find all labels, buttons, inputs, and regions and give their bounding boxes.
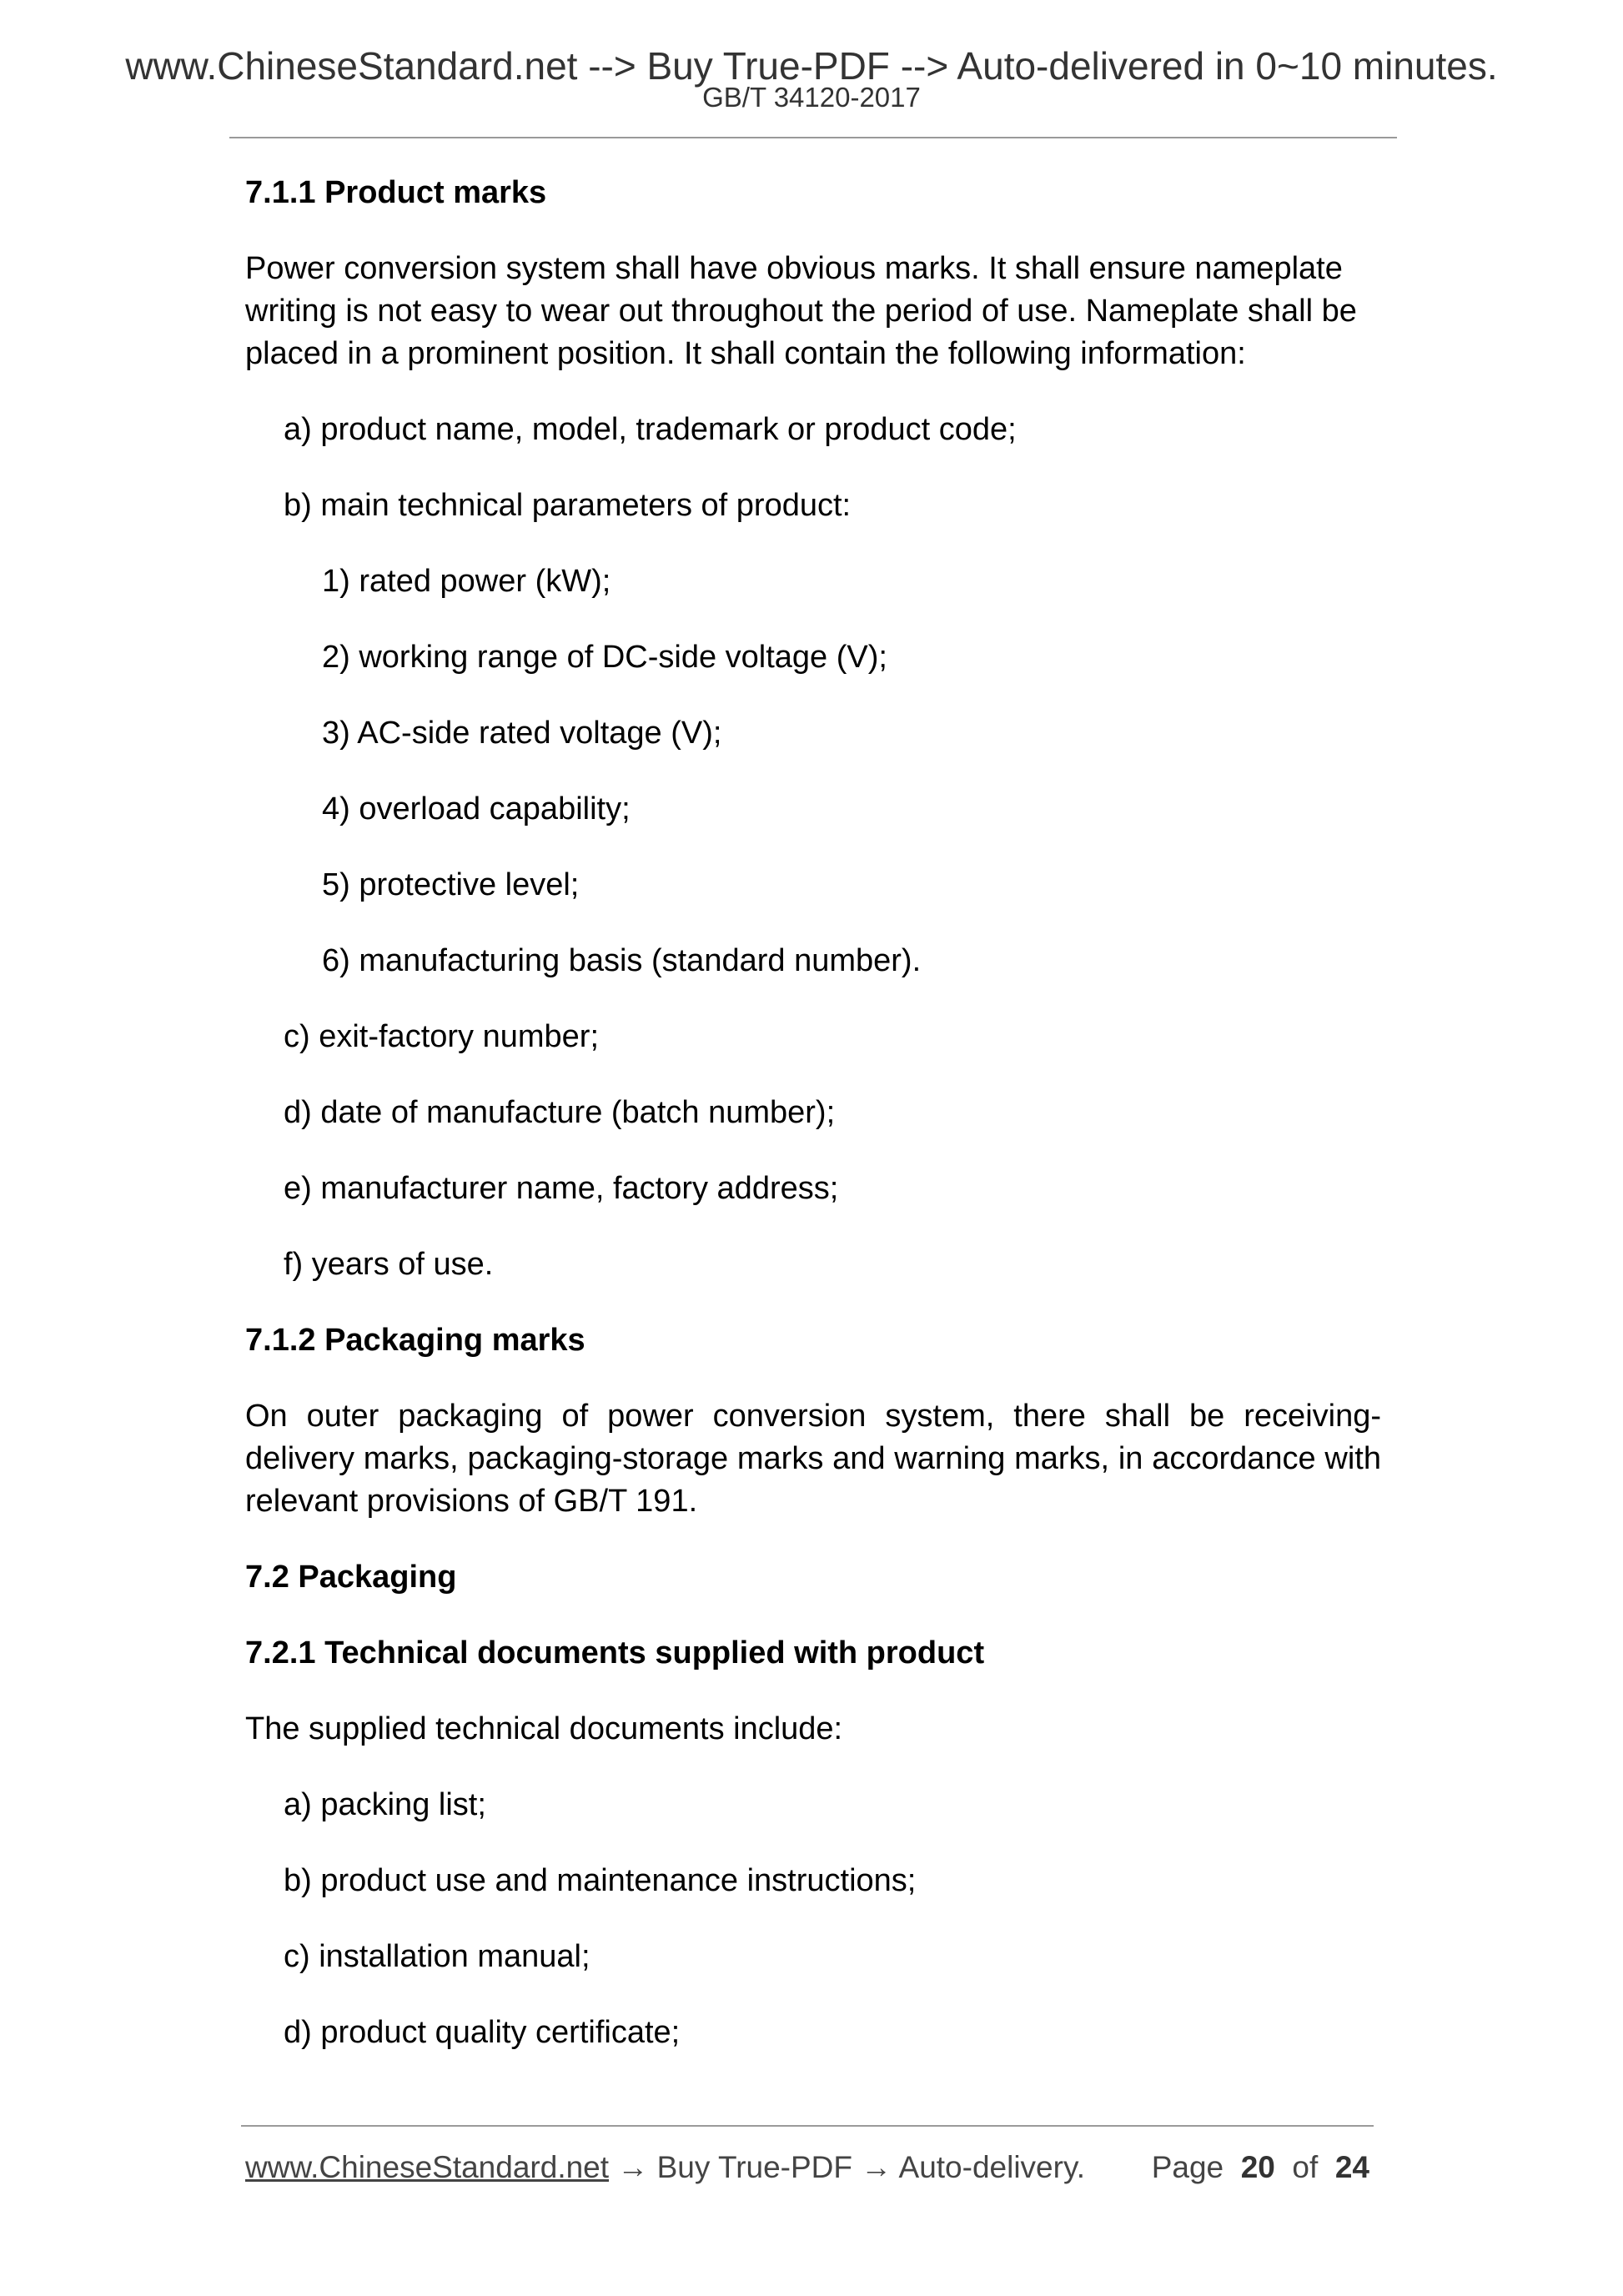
section-heading-7-1-1: 7.1.1 Product marks [245, 175, 547, 210]
header-divider [229, 137, 1397, 138]
list-item: f) years of use. [284, 1247, 494, 1282]
header-banner: www.ChineseStandard.net --> Buy True-PDF --> Auto-delivered in 0~10 minutes. [125, 44, 1498, 88]
footer-website-link[interactable]: www.ChineseStandard.net [245, 2150, 610, 2184]
sub-list-item: 6) manufacturing basis (standard number). [322, 943, 922, 978]
list-item: b) product use and maintenance instructions; [284, 1863, 917, 1898]
footer-divider [241, 2125, 1374, 2127]
sub-list-item: 5) protective level; [322, 867, 580, 902]
sub-list-item: 2) working range of DC-side voltage (V); [322, 640, 887, 675]
document-code: GB/T 34120-2017 [702, 82, 921, 113]
page-label: Page [1151, 2150, 1224, 2184]
list-item: a) product name, model, trademark or product code; [284, 412, 1017, 447]
section-paragraph: The supplied technical documents include: [245, 1711, 843, 1746]
footer-promo [245, 2146, 1085, 2189]
section-paragraph: On outer packaging of power conversion system, there shall be receiving-delivery marks, packaging-storage marks and warning marks, in accordance with relevant provisions of GB/T 191. [245, 1399, 1381, 1519]
list-item: d) product quality certificate; [284, 2015, 681, 2050]
section-heading-7-2-1: 7.2.1 Technical documents supplied with product [245, 1635, 985, 1671]
section-heading-7-1-2: 7.1.2 Packaging marks [245, 1323, 585, 1358]
footer-delivery-text: → Buy True-PDF → Auto-delivery. [609, 2150, 1085, 2184]
sub-list-item: 3) AC-side rated voltage (V); [322, 716, 722, 751]
list-item: b) main technical parameters of product: [284, 488, 852, 523]
section-paragraph: Power conversion system shall have obvious marks. It shall ensure nameplate writing is not easy to wear out throughout the period of use. Nameplate shall be placed in a prominent position. It shall contain the following information: [245, 251, 1357, 371]
current-page-number: 20 [1240, 2150, 1275, 2184]
page-number-indicator [1152, 2146, 1369, 2189]
page-content [245, 172, 1381, 2088]
sub-list-item: 4) overload capability; [322, 791, 631, 826]
of-label: of [1292, 2150, 1319, 2184]
list-item: a) packing list; [284, 1787, 486, 1822]
page-footer [245, 2146, 1369, 2189]
sub-list-item: 1) rated power (kW); [322, 564, 611, 599]
total-pages-number: 24 [1334, 2150, 1369, 2184]
list-item: d) date of manufacture (batch number); [284, 1095, 836, 1130]
list-item: e) manufacturer name, factory address; [284, 1171, 839, 1206]
list-item: c) exit-factory number; [284, 1019, 599, 1054]
list-item: c) installation manual; [284, 1939, 590, 1974]
section-heading-7-2: 7.2 Packaging [245, 1560, 457, 1595]
